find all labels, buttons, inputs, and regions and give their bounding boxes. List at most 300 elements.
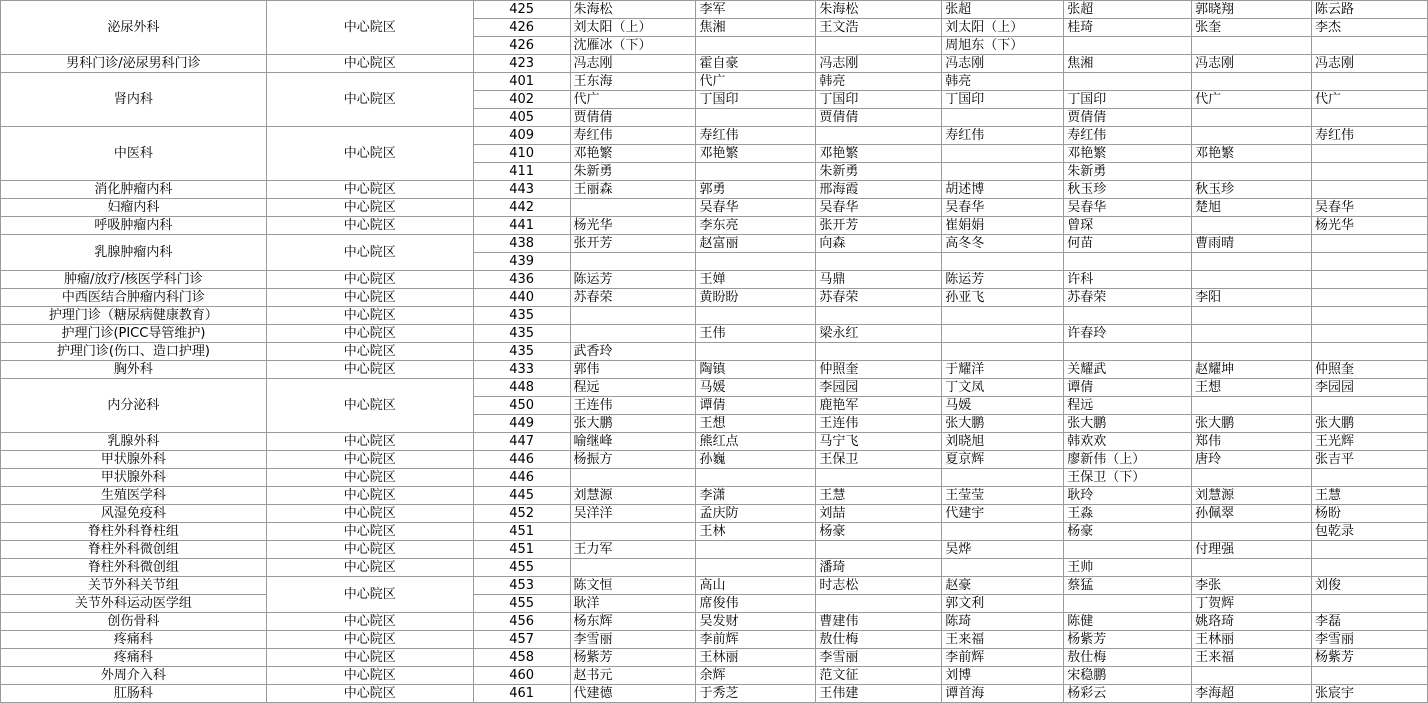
room-cell[interactable]: 435 xyxy=(473,307,570,325)
doctor-cell[interactable]: 代建德 xyxy=(570,685,696,703)
doctor-cell[interactable]: 王保卫 xyxy=(816,451,942,469)
department-cell[interactable]: 胸外科 xyxy=(1,361,267,379)
campus-cell[interactable]: 中心院区 xyxy=(266,469,473,487)
doctor-cell[interactable] xyxy=(696,559,816,577)
room-cell[interactable]: 451 xyxy=(473,523,570,541)
doctor-cell[interactable]: 李园园 xyxy=(1312,379,1428,397)
doctor-cell[interactable]: 李前辉 xyxy=(696,631,816,649)
doctor-cell[interactable]: 王林丽 xyxy=(696,649,816,667)
doctor-cell[interactable]: 邓艳繁 xyxy=(1064,145,1192,163)
doctor-cell[interactable] xyxy=(1192,325,1312,343)
doctor-cell[interactable]: 张大鹏 xyxy=(1192,415,1312,433)
doctor-cell[interactable] xyxy=(1312,667,1428,685)
room-cell[interactable]: 445 xyxy=(473,487,570,505)
doctor-cell[interactable] xyxy=(1312,235,1428,253)
doctor-cell[interactable]: 郭伟 xyxy=(570,361,696,379)
doctor-cell[interactable]: 崔娟娟 xyxy=(942,217,1064,235)
department-cell[interactable]: 生殖医学科 xyxy=(1,487,267,505)
doctor-cell[interactable]: 李雪丽 xyxy=(816,649,942,667)
doctor-cell[interactable]: 刘太阳（上） xyxy=(570,19,696,37)
department-cell[interactable]: 风湿免疫科 xyxy=(1,505,267,523)
doctor-cell[interactable]: 马鼎 xyxy=(816,271,942,289)
doctor-cell[interactable]: 耿洋 xyxy=(570,595,696,613)
room-cell[interactable]: 461 xyxy=(473,685,570,703)
campus-cell[interactable]: 中心院区 xyxy=(266,271,473,289)
doctor-cell[interactable]: 马媛 xyxy=(696,379,816,397)
department-cell[interactable]: 中西医结合肿瘤内科门诊 xyxy=(1,289,267,307)
doctor-cell[interactable]: 代建宇 xyxy=(942,505,1064,523)
doctor-cell[interactable] xyxy=(1192,73,1312,91)
doctor-cell[interactable]: 潘琦 xyxy=(816,559,942,577)
doctor-cell[interactable]: 马宁飞 xyxy=(816,433,942,451)
doctor-cell[interactable] xyxy=(1312,343,1428,361)
department-cell[interactable]: 消化肿瘤内科 xyxy=(1,181,267,199)
department-cell[interactable]: 中医科 xyxy=(1,127,267,181)
doctor-cell[interactable]: 喻继峰 xyxy=(570,433,696,451)
room-cell[interactable]: 448 xyxy=(473,379,570,397)
room-cell[interactable]: 442 xyxy=(473,199,570,217)
doctor-cell[interactable]: 张开芳 xyxy=(570,235,696,253)
room-cell[interactable]: 446 xyxy=(473,451,570,469)
doctor-cell[interactable]: 王文浩 xyxy=(816,19,942,37)
doctor-cell[interactable]: 郭晓翔 xyxy=(1192,1,1312,19)
department-cell[interactable]: 外周介入科 xyxy=(1,667,267,685)
doctor-cell[interactable]: 李军 xyxy=(696,1,816,19)
doctor-cell[interactable]: 张开芳 xyxy=(816,217,942,235)
doctor-cell[interactable]: 孙亚飞 xyxy=(942,289,1064,307)
room-cell[interactable]: 426 xyxy=(473,37,570,55)
doctor-cell[interactable] xyxy=(1312,307,1428,325)
doctor-cell[interactable] xyxy=(1192,469,1312,487)
campus-cell[interactable]: 中心院区 xyxy=(266,361,473,379)
doctor-cell[interactable] xyxy=(696,469,816,487)
doctor-cell[interactable]: 王伟建 xyxy=(816,685,942,703)
doctor-cell[interactable] xyxy=(1064,541,1192,559)
campus-cell[interactable]: 中心院区 xyxy=(266,217,473,235)
doctor-cell[interactable]: 桂琦 xyxy=(1064,19,1192,37)
doctor-cell[interactable] xyxy=(1312,145,1428,163)
campus-cell[interactable]: 中心院区 xyxy=(266,235,473,271)
doctor-cell[interactable]: 冯志刚 xyxy=(1312,55,1428,73)
room-cell[interactable]: 455 xyxy=(473,595,570,613)
doctor-cell[interactable] xyxy=(1312,469,1428,487)
doctor-cell[interactable] xyxy=(942,343,1064,361)
doctor-cell[interactable]: 李雪丽 xyxy=(1312,631,1428,649)
doctor-cell[interactable] xyxy=(1312,163,1428,181)
doctor-cell[interactable]: 付理强 xyxy=(1192,541,1312,559)
doctor-cell[interactable]: 关耀武 xyxy=(1064,361,1192,379)
doctor-cell[interactable]: 王帅 xyxy=(1064,559,1192,577)
doctor-cell[interactable]: 邓艳繁 xyxy=(570,145,696,163)
room-cell[interactable]: 449 xyxy=(473,415,570,433)
doctor-cell[interactable] xyxy=(696,163,816,181)
doctor-cell[interactable]: 陈健 xyxy=(1064,613,1192,631)
doctor-cell[interactable]: 赵富丽 xyxy=(696,235,816,253)
doctor-cell[interactable] xyxy=(1312,271,1428,289)
doctor-cell[interactable]: 杨豪 xyxy=(816,523,942,541)
department-cell[interactable]: 肾内科 xyxy=(1,73,267,127)
doctor-cell[interactable]: 李海超 xyxy=(1192,685,1312,703)
doctor-cell[interactable] xyxy=(1064,253,1192,271)
doctor-cell[interactable]: 余辉 xyxy=(696,667,816,685)
doctor-cell[interactable] xyxy=(1312,253,1428,271)
doctor-cell[interactable]: 王力军 xyxy=(570,541,696,559)
doctor-cell[interactable]: 仲照奎 xyxy=(816,361,942,379)
doctor-cell[interactable]: 杨光华 xyxy=(1312,217,1428,235)
doctor-cell[interactable]: 吴发财 xyxy=(696,613,816,631)
doctor-cell[interactable]: 陈运芳 xyxy=(570,271,696,289)
doctor-cell[interactable]: 于耀洋 xyxy=(942,361,1064,379)
doctor-cell[interactable]: 邓艳繁 xyxy=(1192,145,1312,163)
doctor-cell[interactable] xyxy=(1064,307,1192,325)
doctor-cell[interactable]: 秋玉珍 xyxy=(1064,181,1192,199)
campus-cell[interactable]: 中心院区 xyxy=(266,127,473,181)
doctor-cell[interactable]: 李雪丽 xyxy=(570,631,696,649)
department-cell[interactable]: 疼痛科 xyxy=(1,631,267,649)
doctor-cell[interactable]: 席俊伟 xyxy=(696,595,816,613)
doctor-cell[interactable]: 杨紫芳 xyxy=(1312,649,1428,667)
doctor-cell[interactable]: 丁贺辉 xyxy=(1192,595,1312,613)
room-cell[interactable]: 425 xyxy=(473,1,570,19)
doctor-cell[interactable]: 李磊 xyxy=(1312,613,1428,631)
doctor-cell[interactable] xyxy=(1064,343,1192,361)
room-cell[interactable]: 439 xyxy=(473,253,570,271)
doctor-cell[interactable]: 王连伟 xyxy=(816,415,942,433)
doctor-cell[interactable] xyxy=(816,37,942,55)
department-cell[interactable]: 呼吸肿瘤内科 xyxy=(1,217,267,235)
doctor-cell[interactable]: 杨光华 xyxy=(570,217,696,235)
doctor-cell[interactable]: 吴洋洋 xyxy=(570,505,696,523)
doctor-cell[interactable]: 冯志刚 xyxy=(570,55,696,73)
room-cell[interactable]: 443 xyxy=(473,181,570,199)
doctor-cell[interactable]: 刘慧源 xyxy=(570,487,696,505)
doctor-cell[interactable]: 于秀芝 xyxy=(696,685,816,703)
doctor-cell[interactable]: 陈琦 xyxy=(942,613,1064,631)
campus-cell[interactable]: 中心院区 xyxy=(266,55,473,73)
doctor-cell[interactable]: 姚珞琦 xyxy=(1192,613,1312,631)
doctor-cell[interactable]: 张超 xyxy=(1064,1,1192,19)
doctor-cell[interactable]: 寿红伟 xyxy=(1064,127,1192,145)
campus-cell[interactable]: 中心院区 xyxy=(266,73,473,127)
room-cell[interactable]: 423 xyxy=(473,55,570,73)
doctor-cell[interactable] xyxy=(1192,397,1312,415)
doctor-cell[interactable]: 王想 xyxy=(1192,379,1312,397)
doctor-cell[interactable]: 李杰 xyxy=(1312,19,1428,37)
doctor-cell[interactable]: 郑伟 xyxy=(1192,433,1312,451)
doctor-cell[interactable]: 丁国印 xyxy=(942,91,1064,109)
doctor-cell[interactable] xyxy=(942,307,1064,325)
doctor-cell[interactable] xyxy=(942,469,1064,487)
doctor-cell[interactable] xyxy=(816,469,942,487)
room-cell[interactable]: 435 xyxy=(473,343,570,361)
doctor-cell[interactable]: 王慧 xyxy=(816,487,942,505)
doctor-cell[interactable]: 胡述博 xyxy=(942,181,1064,199)
doctor-cell[interactable]: 陈云路 xyxy=(1312,1,1428,19)
doctor-cell[interactable] xyxy=(942,163,1064,181)
campus-cell[interactable]: 中心院区 xyxy=(266,541,473,559)
doctor-cell[interactable]: 吴春华 xyxy=(696,199,816,217)
room-cell[interactable]: 441 xyxy=(473,217,570,235)
campus-cell[interactable]: 中心院区 xyxy=(266,343,473,361)
doctor-cell[interactable]: 邢海霞 xyxy=(816,181,942,199)
room-cell[interactable]: 456 xyxy=(473,613,570,631)
doctor-cell[interactable]: 时志松 xyxy=(816,577,942,595)
doctor-cell[interactable]: 刘俊 xyxy=(1312,577,1428,595)
doctor-cell[interactable] xyxy=(816,343,942,361)
doctor-cell[interactable] xyxy=(1312,559,1428,577)
room-cell[interactable]: 453 xyxy=(473,577,570,595)
doctor-cell[interactable]: 吴春华 xyxy=(942,199,1064,217)
doctor-cell[interactable]: 沈雁冰（下） xyxy=(570,37,696,55)
doctor-cell[interactable]: 韩亮 xyxy=(816,73,942,91)
doctor-cell[interactable]: 贾倩倩 xyxy=(1064,109,1192,127)
doctor-cell[interactable]: 王林 xyxy=(696,523,816,541)
doctor-cell[interactable]: 孙佩翠 xyxy=(1192,505,1312,523)
doctor-cell[interactable] xyxy=(1192,127,1312,145)
doctor-cell[interactable] xyxy=(696,109,816,127)
campus-cell[interactable]: 中心院区 xyxy=(266,523,473,541)
doctor-cell[interactable]: 谭首海 xyxy=(942,685,1064,703)
doctor-cell[interactable]: 丁文凤 xyxy=(942,379,1064,397)
doctor-cell[interactable]: 韩欢欢 xyxy=(1064,433,1192,451)
doctor-cell[interactable]: 陈运芳 xyxy=(942,271,1064,289)
doctor-cell[interactable]: 寿红伟 xyxy=(570,127,696,145)
doctor-cell[interactable] xyxy=(1312,181,1428,199)
doctor-cell[interactable] xyxy=(1192,307,1312,325)
doctor-cell[interactable]: 杨东辉 xyxy=(570,613,696,631)
doctor-cell[interactable] xyxy=(1192,37,1312,55)
doctor-cell[interactable]: 杨紫芳 xyxy=(1064,631,1192,649)
doctor-cell[interactable] xyxy=(816,307,942,325)
room-cell[interactable]: 451 xyxy=(473,541,570,559)
department-cell[interactable]: 护理门诊（糖尿病健康教育） xyxy=(1,307,267,325)
department-cell[interactable]: 甲状腺外科 xyxy=(1,451,267,469)
doctor-cell[interactable]: 武香玲 xyxy=(570,343,696,361)
doctor-cell[interactable]: 王婵 xyxy=(696,271,816,289)
doctor-cell[interactable] xyxy=(816,541,942,559)
room-cell[interactable]: 433 xyxy=(473,361,570,379)
campus-cell[interactable]: 中心院区 xyxy=(266,577,473,613)
doctor-cell[interactable]: 王淼 xyxy=(1064,505,1192,523)
doctor-cell[interactable]: 程远 xyxy=(1064,397,1192,415)
doctor-cell[interactable] xyxy=(1192,163,1312,181)
room-cell[interactable]: 447 xyxy=(473,433,570,451)
doctor-cell[interactable]: 赵豪 xyxy=(942,577,1064,595)
doctor-cell[interactable]: 周旭东（下） xyxy=(942,37,1064,55)
doctor-cell[interactable]: 代广 xyxy=(1312,91,1428,109)
campus-cell[interactable]: 中心院区 xyxy=(266,667,473,685)
campus-cell[interactable]: 中心院区 xyxy=(266,199,473,217)
doctor-cell[interactable] xyxy=(1064,73,1192,91)
doctor-cell[interactable]: 王保卫（下） xyxy=(1064,469,1192,487)
doctor-cell[interactable]: 霍自豪 xyxy=(696,55,816,73)
doctor-cell[interactable] xyxy=(696,307,816,325)
campus-cell[interactable]: 中心院区 xyxy=(266,631,473,649)
doctor-cell[interactable]: 王想 xyxy=(696,415,816,433)
doctor-cell[interactable]: 敖仕梅 xyxy=(1064,649,1192,667)
doctor-cell[interactable]: 吴春华 xyxy=(1312,199,1428,217)
department-cell[interactable]: 肛肠科 xyxy=(1,685,267,703)
doctor-cell[interactable] xyxy=(570,199,696,217)
doctor-cell[interactable]: 张大鹏 xyxy=(942,415,1064,433)
doctor-cell[interactable]: 李张 xyxy=(1192,577,1312,595)
doctor-cell[interactable]: 贾倩倩 xyxy=(570,109,696,127)
room-cell[interactable]: 402 xyxy=(473,91,570,109)
department-cell[interactable]: 脊柱外科微创组 xyxy=(1,559,267,577)
doctor-cell[interactable]: 梁永红 xyxy=(816,325,942,343)
doctor-cell[interactable]: 赵书元 xyxy=(570,667,696,685)
room-cell[interactable]: 438 xyxy=(473,235,570,253)
doctor-cell[interactable]: 何苗 xyxy=(1064,235,1192,253)
doctor-cell[interactable]: 刘慧源 xyxy=(1192,487,1312,505)
campus-cell[interactable]: 中心院区 xyxy=(266,433,473,451)
doctor-cell[interactable]: 代广 xyxy=(570,91,696,109)
doctor-cell[interactable]: 冯志刚 xyxy=(942,55,1064,73)
doctor-cell[interactable]: 寿红伟 xyxy=(696,127,816,145)
campus-cell[interactable]: 中心院区 xyxy=(266,685,473,703)
department-cell[interactable]: 乳腺外科 xyxy=(1,433,267,451)
doctor-cell[interactable] xyxy=(816,127,942,145)
room-cell[interactable]: 401 xyxy=(473,73,570,91)
doctor-cell[interactable]: 李潇 xyxy=(696,487,816,505)
doctor-cell[interactable] xyxy=(1192,343,1312,361)
doctor-cell[interactable]: 李前辉 xyxy=(942,649,1064,667)
doctor-cell[interactable] xyxy=(1312,289,1428,307)
doctor-cell[interactable] xyxy=(696,37,816,55)
doctor-cell[interactable]: 吴烨 xyxy=(942,541,1064,559)
doctor-cell[interactable] xyxy=(1312,109,1428,127)
doctor-cell[interactable]: 苏春荣 xyxy=(1064,289,1192,307)
doctor-cell[interactable]: 敖仕梅 xyxy=(816,631,942,649)
doctor-cell[interactable]: 程远 xyxy=(570,379,696,397)
doctor-cell[interactable]: 谭倩 xyxy=(1064,379,1192,397)
department-cell[interactable]: 护理门诊(伤口、造口护理) xyxy=(1,343,267,361)
doctor-cell[interactable] xyxy=(1312,595,1428,613)
department-cell[interactable]: 脊柱外科微创组 xyxy=(1,541,267,559)
room-cell[interactable]: 426 xyxy=(473,19,570,37)
campus-cell[interactable]: 中心院区 xyxy=(266,1,473,55)
doctor-cell[interactable]: 寿红伟 xyxy=(942,127,1064,145)
doctor-cell[interactable]: 向森 xyxy=(816,235,942,253)
department-cell[interactable]: 男科门诊/泌尿男科门诊 xyxy=(1,55,267,73)
room-cell[interactable]: 440 xyxy=(473,289,570,307)
room-cell[interactable]: 450 xyxy=(473,397,570,415)
doctor-cell[interactable]: 王莹莹 xyxy=(942,487,1064,505)
doctor-cell[interactable] xyxy=(1192,559,1312,577)
doctor-cell[interactable] xyxy=(816,253,942,271)
doctor-cell[interactable]: 刘喆 xyxy=(816,505,942,523)
campus-cell[interactable]: 中心院区 xyxy=(266,613,473,631)
doctor-cell[interactable] xyxy=(696,541,816,559)
department-cell[interactable]: 疼痛科 xyxy=(1,649,267,667)
room-cell[interactable]: 455 xyxy=(473,559,570,577)
doctor-cell[interactable]: 杨彩云 xyxy=(1064,685,1192,703)
doctor-cell[interactable]: 耿玲 xyxy=(1064,487,1192,505)
doctor-cell[interactable]: 张吉平 xyxy=(1312,451,1428,469)
doctor-cell[interactable] xyxy=(942,523,1064,541)
doctor-cell[interactable]: 郭文利 xyxy=(942,595,1064,613)
department-cell[interactable]: 妇瘤内科 xyxy=(1,199,267,217)
department-cell[interactable]: 关节外科运动医学组 xyxy=(1,595,267,613)
room-cell[interactable]: 436 xyxy=(473,271,570,289)
doctor-cell[interactable]: 朱新勇 xyxy=(570,163,696,181)
doctor-cell[interactable]: 谭倩 xyxy=(696,397,816,415)
doctor-cell[interactable] xyxy=(570,523,696,541)
doctor-cell[interactable]: 马媛 xyxy=(942,397,1064,415)
room-cell[interactable]: 457 xyxy=(473,631,570,649)
campus-cell[interactable]: 中心院区 xyxy=(266,451,473,469)
doctor-cell[interactable]: 丁国印 xyxy=(1064,91,1192,109)
department-cell[interactable]: 内分泌科 xyxy=(1,379,267,433)
doctor-cell[interactable]: 黄盼盼 xyxy=(696,289,816,307)
doctor-cell[interactable]: 吴春华 xyxy=(1064,199,1192,217)
department-cell[interactable]: 关节外科关节组 xyxy=(1,577,267,595)
doctor-cell[interactable]: 李东亮 xyxy=(696,217,816,235)
doctor-cell[interactable]: 包乾录 xyxy=(1312,523,1428,541)
doctor-cell[interactable]: 刘太阳（上） xyxy=(942,19,1064,37)
doctor-cell[interactable]: 张奎 xyxy=(1192,19,1312,37)
doctor-cell[interactable] xyxy=(942,559,1064,577)
doctor-cell[interactable]: 鹿艳军 xyxy=(816,397,942,415)
room-cell[interactable]: 452 xyxy=(473,505,570,523)
doctor-cell[interactable]: 唐玲 xyxy=(1192,451,1312,469)
doctor-cell[interactable]: 曹雨晴 xyxy=(1192,235,1312,253)
doctor-cell[interactable]: 秋玉珍 xyxy=(1192,181,1312,199)
doctor-cell[interactable] xyxy=(1312,37,1428,55)
doctor-cell[interactable]: 刘晓旭 xyxy=(942,433,1064,451)
doctor-cell[interactable]: 孟庆防 xyxy=(696,505,816,523)
doctor-cell[interactable] xyxy=(1192,109,1312,127)
doctor-cell[interactable] xyxy=(816,595,942,613)
doctor-cell[interactable]: 王东海 xyxy=(570,73,696,91)
doctor-cell[interactable]: 许科 xyxy=(1064,271,1192,289)
doctor-cell[interactable]: 陈文恒 xyxy=(570,577,696,595)
department-cell[interactable]: 泌尿外科 xyxy=(1,1,267,55)
campus-cell[interactable]: 中心院区 xyxy=(266,505,473,523)
doctor-cell[interactable]: 王丽森 xyxy=(570,181,696,199)
department-cell[interactable]: 创伤骨科 xyxy=(1,613,267,631)
doctor-cell[interactable]: 张宸宇 xyxy=(1312,685,1428,703)
room-cell[interactable]: 409 xyxy=(473,127,570,145)
doctor-cell[interactable] xyxy=(570,253,696,271)
doctor-cell[interactable]: 廖新伟（上） xyxy=(1064,451,1192,469)
campus-cell[interactable]: 中心院区 xyxy=(266,379,473,433)
doctor-cell[interactable]: 王伟 xyxy=(696,325,816,343)
doctor-cell[interactable]: 夏京辉 xyxy=(942,451,1064,469)
doctor-cell[interactable]: 李阳 xyxy=(1192,289,1312,307)
campus-cell[interactable]: 中心院区 xyxy=(266,649,473,667)
doctor-cell[interactable]: 赵耀坤 xyxy=(1192,361,1312,379)
doctor-cell[interactable]: 杨紫芳 xyxy=(570,649,696,667)
doctor-cell[interactable] xyxy=(942,325,1064,343)
doctor-cell[interactable] xyxy=(1064,37,1192,55)
room-cell[interactable]: 411 xyxy=(473,163,570,181)
doctor-cell[interactable] xyxy=(942,145,1064,163)
doctor-cell[interactable]: 宋稳鹏 xyxy=(1064,667,1192,685)
room-cell[interactable]: 405 xyxy=(473,109,570,127)
doctor-cell[interactable] xyxy=(942,109,1064,127)
doctor-cell[interactable]: 杨豪 xyxy=(1064,523,1192,541)
doctor-cell[interactable]: 苏春荣 xyxy=(816,289,942,307)
department-cell[interactable]: 肿瘤/放疗/核医学科门诊 xyxy=(1,271,267,289)
doctor-cell[interactable]: 仲照奎 xyxy=(1312,361,1428,379)
doctor-cell[interactable]: 寿红伟 xyxy=(1312,127,1428,145)
doctor-cell[interactable]: 陶镇 xyxy=(696,361,816,379)
department-cell[interactable]: 护理门诊(PICC导管维护) xyxy=(1,325,267,343)
doctor-cell[interactable] xyxy=(1192,253,1312,271)
doctor-cell[interactable] xyxy=(570,307,696,325)
doctor-cell[interactable]: 邓艳繁 xyxy=(696,145,816,163)
